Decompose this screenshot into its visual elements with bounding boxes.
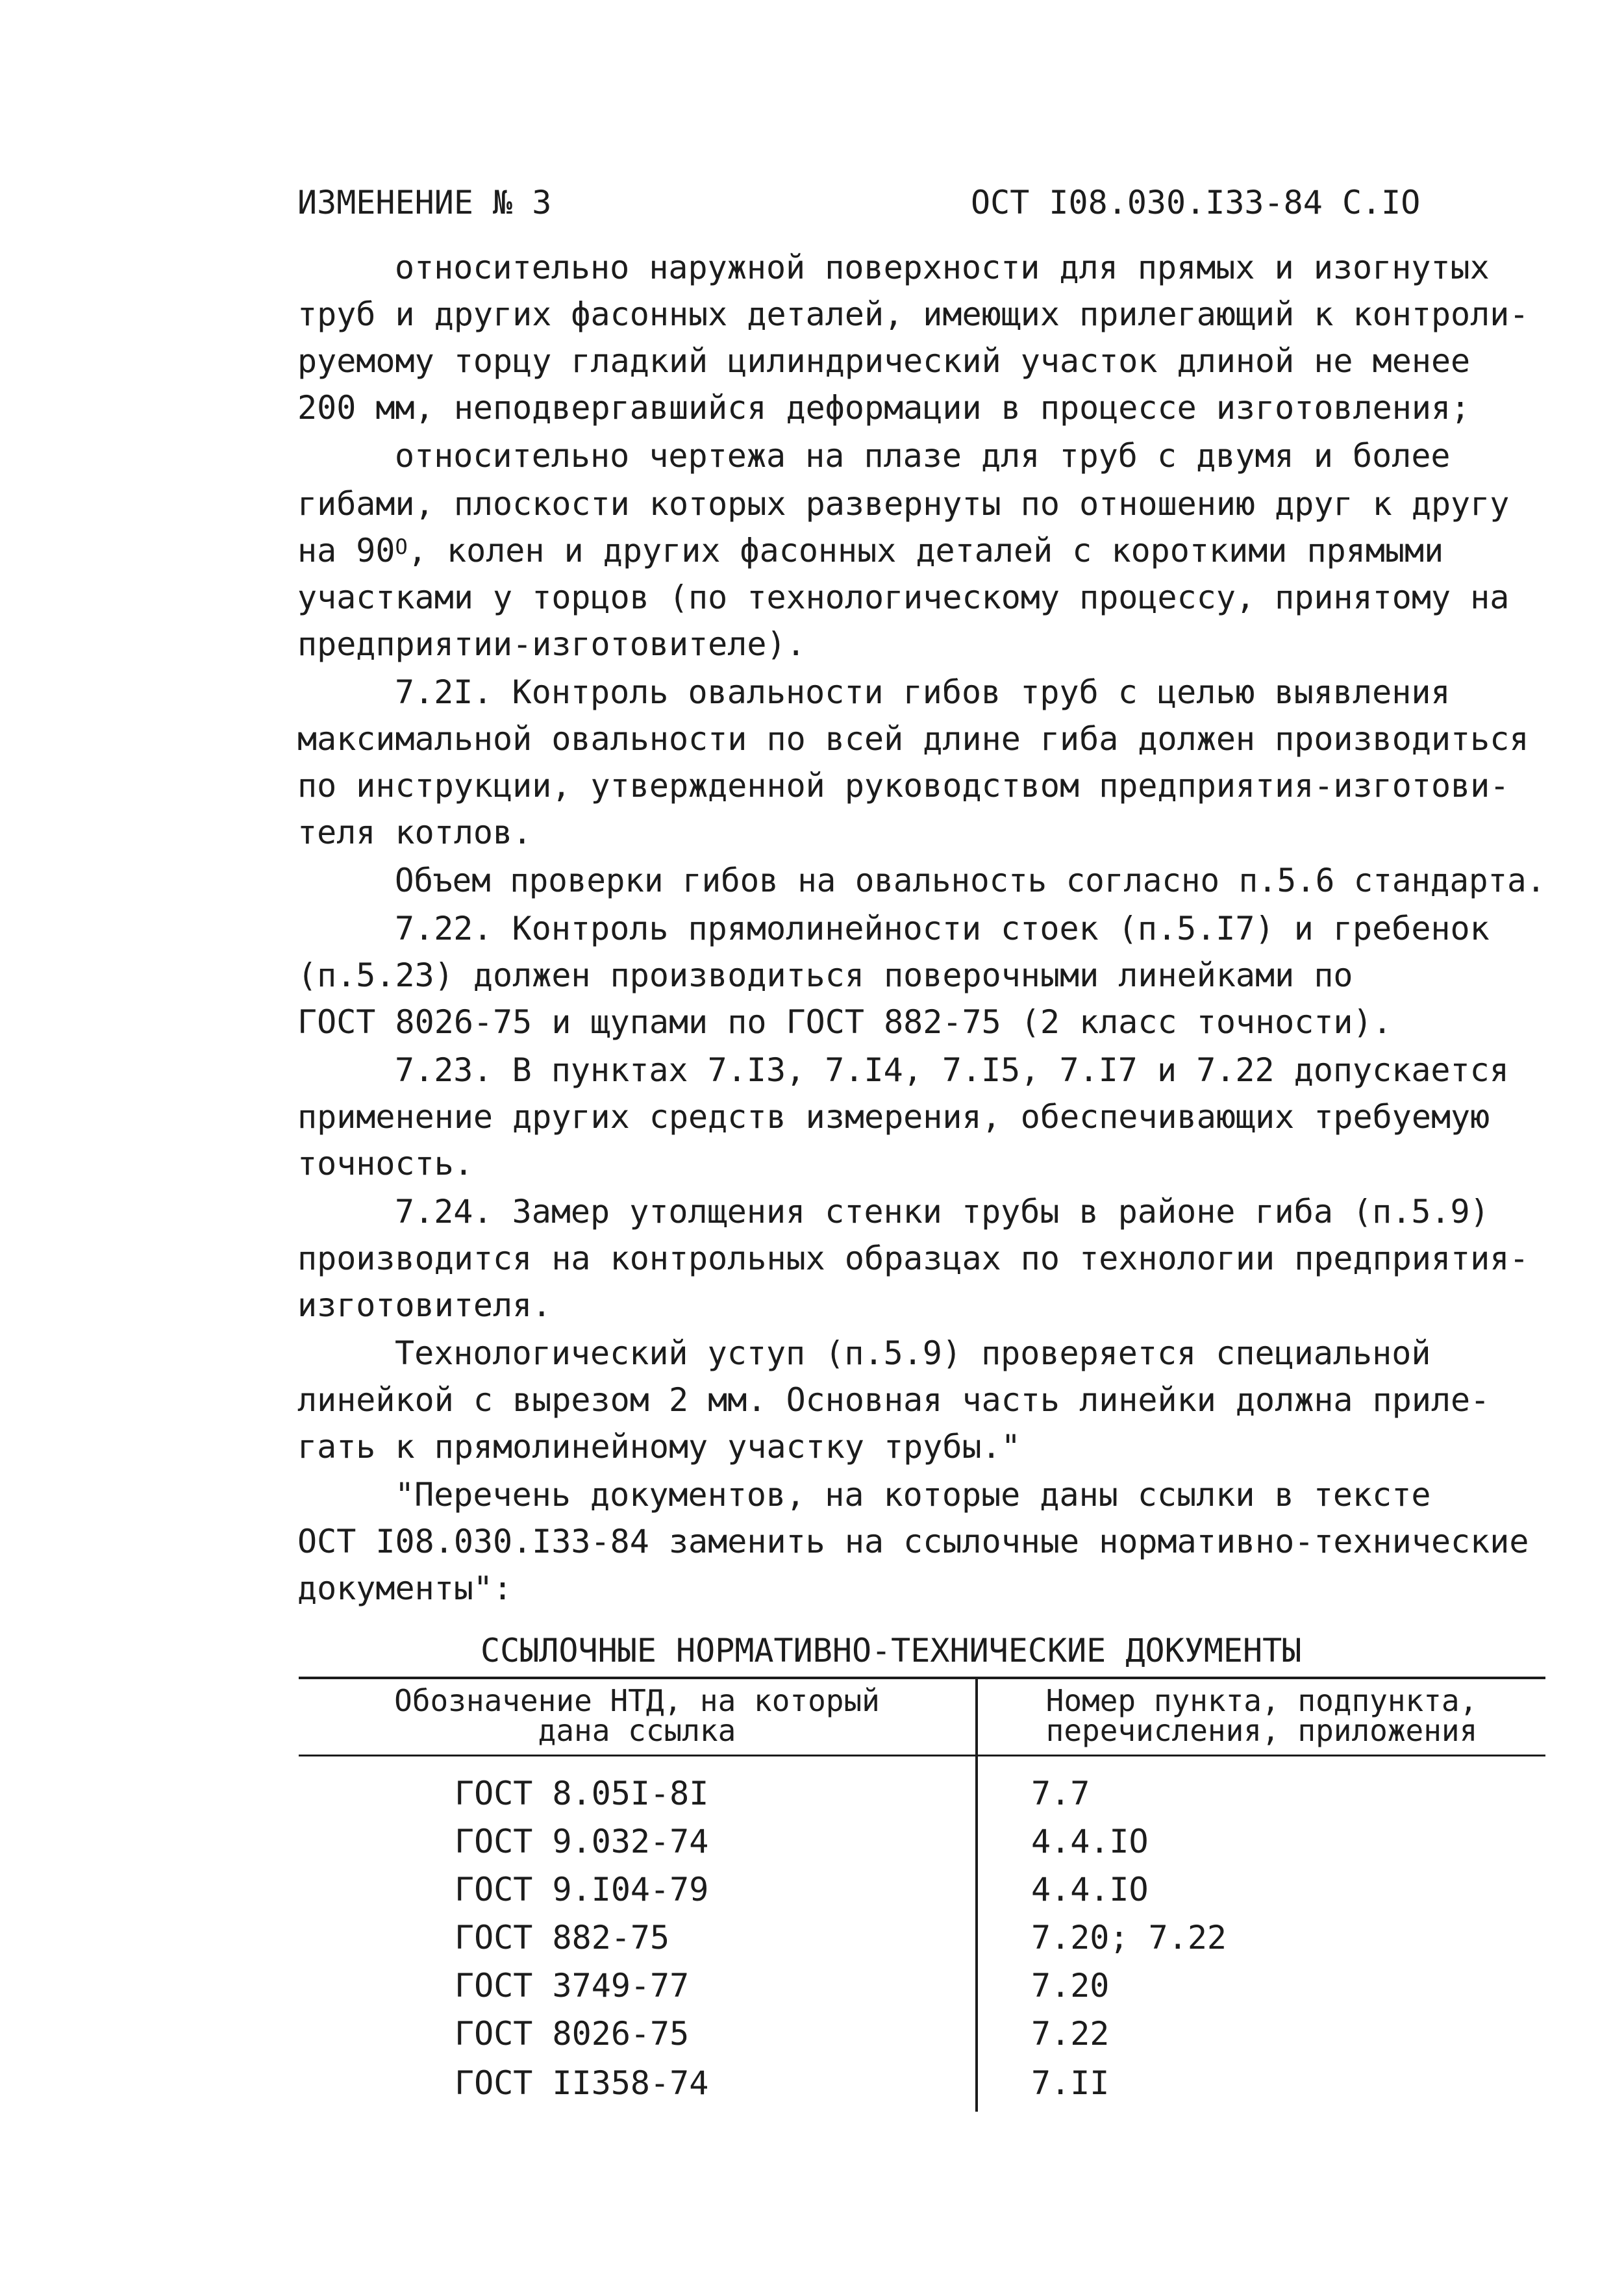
body-line: Объем проверки гибов на овальность согласно п.5.6 стандарта. — [395, 862, 1546, 899]
table-cell-doc: ГОСТ 9.032-74 — [455, 1823, 709, 1860]
text-fragment: , колен и других фасонных деталей с короткими прямыми — [407, 532, 1444, 569]
body-line: применение других средств измерения, обеспечивающих требуемую — [297, 1098, 1490, 1136]
body-line: гать к прямолинейному участку трубы." — [297, 1428, 1021, 1466]
change-number-header: ИЗМЕНЕНИЕ № 3 — [297, 184, 552, 221]
body-line: относительно наружной поверхности для прямых и изогнутых — [395, 249, 1490, 286]
table-cell-doc: ГОСТ 8.05I-8I — [455, 1775, 709, 1812]
body-line: документы": — [297, 1569, 513, 1607]
body-line: гибами, плоскости которых развернуты по отношению друг к другу — [297, 485, 1510, 523]
standard-page-header: ОСТ I08.030.I33-84 С.IO — [971, 184, 1421, 221]
body-line: 7.22. Контроль прямолинейности стоек (п.5.I7) и гребенок — [395, 910, 1490, 947]
body-line: 7.24. Замер утолщения стенки трубы в районе гиба (п.5.9) — [395, 1193, 1490, 1231]
body-line: теля котлов. — [297, 814, 532, 851]
body-line: Технологический уступ (п.5.9) проверяется специальной — [395, 1334, 1431, 1372]
body-line: 7.2I. Контроль овальности гибов труб с целью выявления — [395, 673, 1451, 711]
table-top-rule — [299, 1677, 1545, 1679]
body-line: труб и других фасонных деталей, имеющих прилегающий к контроли- — [297, 295, 1529, 333]
table-cell-ref: 4.4.IO — [1031, 1871, 1149, 1908]
degree-superscript: О — [395, 534, 408, 559]
table-header-rule — [299, 1755, 1545, 1756]
table-cell-ref: 7.20; 7.22 — [1031, 1919, 1227, 1956]
body-line: ОСТ I08.030.I33-84 заменить на ссылочные нормативно-технические — [297, 1523, 1529, 1560]
col1-header-line2: дана ссылка — [538, 1713, 736, 1748]
col2-header-line1: Номер пункта, подпункта, — [1045, 1683, 1478, 1718]
col1-header-line1: Обозначение НТД, на который — [394, 1683, 880, 1718]
body-line: по инструкции, утвержденной руководством предприятия-изготови- — [297, 767, 1510, 805]
body-line: изготовителя. — [297, 1286, 552, 1324]
text-fragment: на 90 — [297, 532, 395, 569]
body-line: (п.5.23) должен производиться поверочными линейками по — [297, 956, 1353, 994]
table-cell-ref: 7.22 — [1031, 2015, 1110, 2053]
table-cell-ref: 7.7 — [1031, 1775, 1090, 1812]
col2-header-line2: перечисления, приложения — [1045, 1713, 1478, 1748]
table-cell-doc: ГОСТ II358-74 — [455, 2064, 709, 2102]
table-cell-doc: ГОСТ 9.I04-79 — [455, 1871, 709, 1908]
body-line: предприятии-изготовителе). — [297, 625, 806, 663]
body-line: 7.23. В пунктах 7.I3, 7.I4, 7.I5, 7.I7 и 7.22 допускается — [395, 1051, 1509, 1089]
table-title: ССЫЛОЧНЫЕ НОРМАТИВНО-ТЕХНИЧЕСКИЕ ДОКУМЕНТЫ — [481, 1632, 1302, 1669]
body-line: "Перечень документов, на которые даны ссылки в тексте — [395, 1476, 1431, 1514]
body-line: ГОСТ 8026-75 и щупами по ГОСТ 882-75 (2 класс точности). — [297, 1003, 1392, 1041]
body-line: максимальной овальности по всей длине гиба должен производиться — [297, 720, 1529, 758]
table-cell-doc: ГОСТ 8026-75 — [455, 2015, 690, 2053]
body-line: 200 мм, неподвергавшийся деформации в процессе изготовления; — [297, 389, 1471, 427]
table-cell-ref: 4.4.IO — [1031, 1823, 1149, 1860]
body-line: линейкой с вырезом 2 мм. Основная часть линейки должна приле- — [297, 1381, 1490, 1419]
body-line: производится на контрольных образцах по технологии предприятия- — [297, 1240, 1529, 1277]
table-cell-ref: 7.20 — [1031, 1967, 1110, 2005]
table-cell-ref: 7.II — [1031, 2064, 1110, 2102]
body-line: точность. — [297, 1145, 473, 1182]
body-line: участками у торцов (по технологическому процессу, принятому на — [297, 579, 1510, 616]
body-line: руемому торцу гладкий цилиндрический участок длиной не менее — [297, 342, 1471, 380]
body-line: относительно чертежа на плазе для труб с двумя и более — [395, 437, 1451, 475]
table-cell-doc: ГОСТ 3749-77 — [455, 1967, 690, 2005]
body-line-with-superscript — [297, 531, 1443, 570]
table-cell-doc: ГОСТ 882-75 — [455, 1919, 670, 1956]
